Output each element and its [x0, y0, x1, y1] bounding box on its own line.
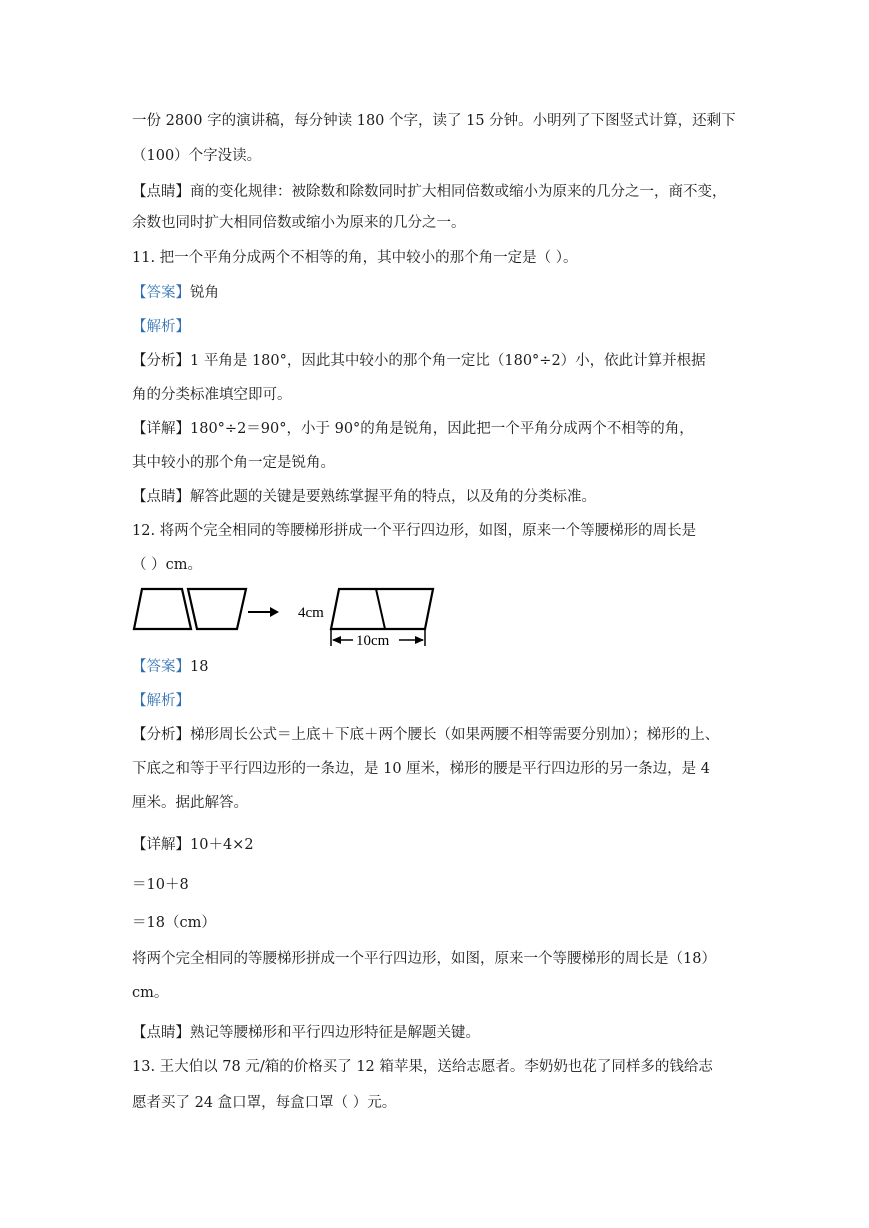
line-text: 锐角: [190, 285, 219, 301]
section-tag: 【分析】: [132, 727, 190, 743]
text-line: [132, 112, 736, 130]
text-line: [132, 1094, 396, 1112]
line-text: 一份 2800 字的演讲稿，每分钟读 180 个字，读了 15 分钟。小明列了下图竖式计算，还剩下: [132, 113, 736, 129]
section-tag: 【分析】: [132, 353, 190, 369]
text-line: [132, 249, 578, 267]
line-text: ＝18（cm）: [132, 915, 216, 931]
section-tag: 【解析】: [132, 693, 190, 709]
text-line: [132, 454, 335, 472]
line-text: 180°÷2＝90°，小于 90°的角是锐角，因此把一个平角分成两个不相等的角，: [190, 421, 694, 437]
line-text: cm。: [132, 985, 169, 1001]
line-text: 梯形周长公式＝上底＋下底＋两个腰长（如果两腰不相等需要分别加）；梯形的上、: [190, 727, 720, 743]
trapezoid-right: [188, 589, 246, 629]
section-tag: 【点睛】: [132, 489, 190, 505]
base-length-label: 10cm: [356, 633, 390, 649]
line-text: 角的分类标准填空即可。: [132, 387, 292, 403]
text-line: [132, 692, 190, 710]
section-tag: 【点睛】: [132, 184, 190, 200]
dimension-arrow-right-icon: [415, 636, 424, 644]
line-text: 10＋4×2: [190, 837, 254, 853]
line-text: 其中较小的那个角一定是锐角。: [132, 455, 335, 471]
section-tag: 【答案】: [132, 285, 190, 301]
text-line: [132, 352, 706, 370]
text-line: [132, 836, 254, 854]
arrow-head-icon: [270, 607, 279, 617]
line-text: 厘米。据此解答。: [132, 795, 248, 811]
text-line: [132, 556, 202, 574]
text-line: [132, 950, 716, 968]
text-line: [132, 876, 189, 894]
side-length-label: 4cm: [298, 605, 324, 621]
text-line: [132, 522, 696, 540]
text-line: [132, 760, 710, 778]
line-text: 12. 将两个完全相同的等腰梯形拼成一个平行四边形，如图，原来一个等腰梯形的周长是: [132, 523, 697, 539]
section-tag: 【详解】: [132, 837, 190, 853]
line-text: 余数也同时扩大相同倍数或缩小为原来的几分之一。: [132, 215, 466, 231]
text-line: [132, 658, 208, 676]
text-line: [132, 488, 596, 506]
section-tag: 【点睛】: [132, 1025, 190, 1041]
text-line: [132, 214, 466, 232]
line-text: 商的变化规律：被除数和除数同时扩大相同倍数或缩小为原来的几分之一，商不变，: [190, 184, 727, 200]
line-text: 解答此题的关键是要熟练掌握平角的特点，以及角的分类标准。: [190, 489, 596, 505]
text-line: [132, 284, 219, 302]
line-text: （ ）cm。: [132, 557, 202, 573]
text-line: [132, 984, 168, 1002]
line-text: 熟记等腰梯形和平行四边形特征是解题关键。: [190, 1025, 480, 1041]
text-line: [132, 726, 719, 744]
parallelogram: [331, 589, 433, 629]
text-line: [132, 1058, 713, 1076]
line-text: 13. 王大伯以 78 元/箱的价格买了 12 箱苹果，送给志愿者。李奶奶也花了同样多的钱给志: [132, 1059, 713, 1075]
line-text: （100）个字没读。: [132, 148, 262, 164]
line-text: 1 平角是 180°，因此其中较小的那个角一定比（180°÷2）小，依此计算并根据: [190, 353, 706, 369]
text-line: [132, 794, 248, 812]
section-tag: 【详解】: [132, 421, 190, 437]
parallelogram-divider: [376, 589, 385, 629]
line-text: 愿者买了 24 盒口罩，每盒口罩（ ）元。: [132, 1095, 397, 1111]
text-line: [132, 1024, 480, 1042]
trapezoid-figure: [130, 584, 450, 654]
line-text: 11. 把一个平角分成两个不相等的角，其中较小的那个角一定是（ ）。: [132, 250, 578, 266]
text-line: [132, 318, 190, 336]
line-text: ＝10＋8: [132, 877, 189, 893]
line-text: 18: [190, 659, 209, 675]
text-line: [132, 147, 261, 165]
dimension-arrow-left-icon: [332, 636, 341, 644]
section-tag: 【答案】: [132, 659, 190, 675]
text-line: [132, 420, 694, 438]
line-text: 下底之和等于平行四边形的一条边，是 10 厘米，梯形的腰是平行四边形的另一条边，是 4: [132, 761, 710, 777]
line-text: 将两个完全相同的等腰梯形拼成一个平行四边形，如图，原来一个等腰梯形的周长是（18）: [132, 951, 716, 967]
trapezoid-left: [134, 589, 191, 629]
section-tag: 【解析】: [132, 319, 190, 335]
text-line: [132, 183, 727, 201]
text-line: [132, 386, 292, 404]
text-line: [132, 914, 216, 932]
